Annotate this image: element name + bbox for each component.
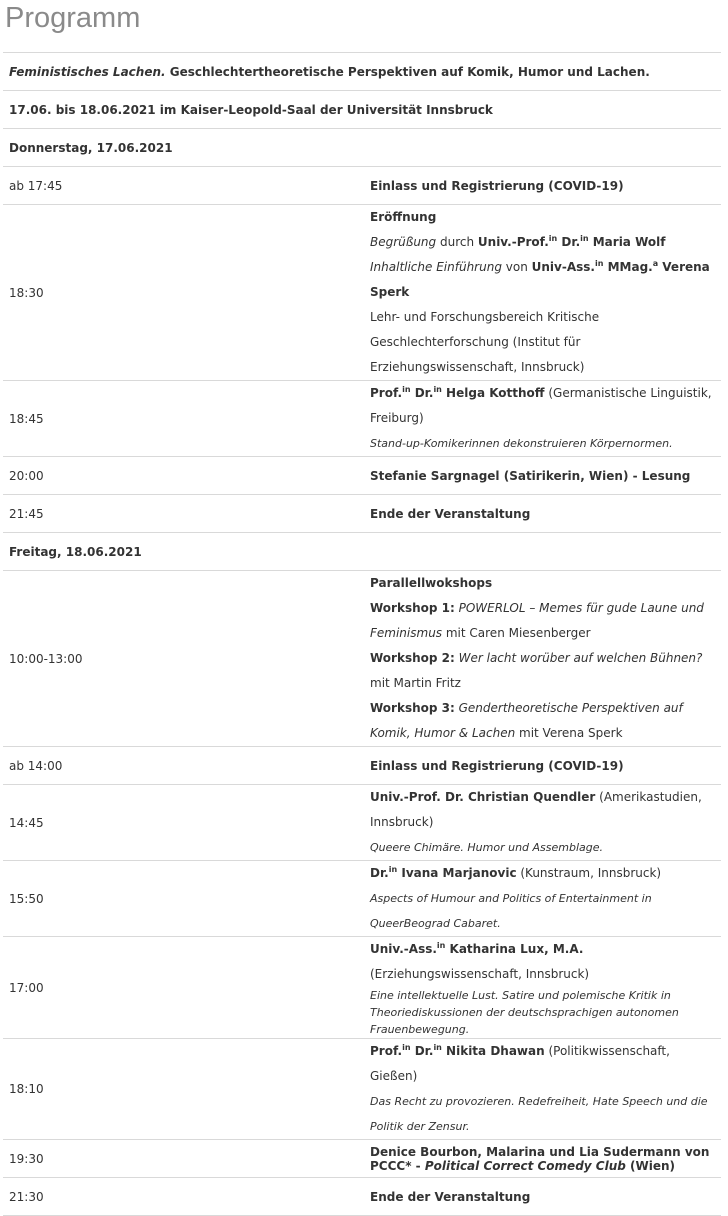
time-cell: 20:00 [3,457,362,495]
time-cell: 18:45 [3,381,362,457]
workshop-line: Workshop 2: Wer lacht worüber auf welchen Bühnen? mit Martin Fritz [370,651,703,690]
session-content [362,381,721,457]
session-content [362,205,721,381]
time-cell: 17:00 [3,937,362,1039]
table-row [3,167,721,205]
time-cell: 18:10 [3,1039,362,1140]
session-content [362,937,721,1039]
session-line: Lehr- und Forschungsbereich Kritische Geschlechterforschung (Institut für Erziehungswissenschaft, Innsbruck) [370,310,600,374]
page-title: Programm [5,2,141,34]
time-cell: 15:50 [3,861,362,937]
speaker-line: Prof.$^{in}$ Dr.$^{in}$ Helga Kotthoff (Germanistische Linguistik, Freiburg) [370,385,712,425]
table-row [3,747,721,785]
day-heading: Donnerstag, 17.06.2021 [3,129,721,167]
talk-title: Queere Chimäre. Humor und Assemblage. [370,841,604,854]
talk-title: Aspects of Humour and Politics of Entertainment in QueerBeograd Cabaret. [370,892,652,930]
session-content [362,1039,721,1140]
table-row [3,533,721,571]
day-heading: Freitag, 18.06.2021 [3,533,721,571]
event-dates-cell: 17.06. bis 18.06.2021 im Kaiser-Leopold-Saal der Universität Innsbruck [3,91,721,129]
table-row [3,129,721,167]
table-row [3,861,721,937]
table-row [3,91,721,129]
talk-title: Das Recht zu provozieren. Redefreiheit, Hate Speech und die Politik der Zensur. [370,1095,708,1133]
session-title: Einlass und Registrierung (COVID-19) [362,167,721,205]
speaker-line: Dr.$^{in}$ Ivana Marjanovic (Kunstraum, Innsbruck) [370,865,662,880]
table-row [3,571,721,747]
talk-title: Stand-up-Komikerinnen dekonstruieren Körpernormen. [370,437,673,450]
table-row [3,1039,721,1140]
session-title: Einlass und Registrierung (COVID-19) [362,747,721,785]
session-content [362,571,721,747]
time-cell: 18:30 [3,205,362,381]
speaker-line: Prof.$^{in}$ Dr.$^{in}$ Nikita Dhawan (Politikwissenschaft, Gießen) [370,1043,670,1083]
table-row [3,495,721,533]
session-content [362,861,721,937]
session-title: Parallellwokshops [370,576,493,590]
event-title-italic: Feministisches Lachen. [9,64,166,79]
time-cell: 21:45 [3,495,362,533]
session-line: Inhaltliche Einführung von Univ-Ass.$^{in}$ MMag.$^a$ Verena Sperk [370,259,710,299]
session-title: Stefanie Sargnagel (Satirikerin, Wien) - Lesung [362,457,721,495]
event-title-cell [3,53,721,91]
session-content [362,785,721,861]
time-cell: 21:30 [3,1178,362,1216]
workshop-line: Workshop 3: Gendertheoretische Perspektiven auf Komik, Humor & Lachen mit Verena Sperk [370,701,683,740]
event-title-rest: Geschlechtertheoretische Perspektiven auf Komik, Humor und Lachen. [165,64,650,79]
talk-title: Eine intellektuelle Lust. Satire und polemische Kritik in Theoriediskussionen der deutschsprachigen autonomen Frauenbewegung. [370,989,679,1036]
session-title: Denice Bourbon, Malarina und Lia Sudermann von PCCC* - Political Correct Comedy Club (Wien) [362,1140,721,1178]
time-cell: 14:45 [3,785,362,861]
table-row [3,53,721,91]
time-cell: ab 14:00 [3,747,362,785]
program-table [3,52,721,1216]
session-title: Ende der Veranstaltung [362,495,721,533]
session-line: Begrüßung durch Univ.-Prof.$^{in}$ Dr.$^{in}$ Maria Wolf [370,234,666,249]
time-cell: 19:30 [3,1140,362,1178]
table-row [3,381,721,457]
speaker-line: Univ.-Ass.$^{in}$ Katharina Lux, M.A. (Erziehungswissenschaft, Innsbruck) [370,941,590,981]
table-row [3,1140,721,1178]
table-row [3,205,721,381]
session-title: Ende der Veranstaltung [362,1178,721,1216]
time-cell: ab 17:45 [3,167,362,205]
workshop-line: Workshop 1: POWERLOL – Memes für gude Laune und Feminismus mit Caren Miesenberger [370,601,704,640]
table-row [3,785,721,861]
time-cell: 10:00-13:00 [3,571,362,747]
session-title: Eröffnung [370,210,437,224]
speaker-line: Univ.-Prof. Dr. Christian Quendler (Amerikastudien, Innsbruck) [370,790,702,829]
table-row [3,457,721,495]
table-row [3,1178,721,1216]
table-row [3,937,721,1039]
